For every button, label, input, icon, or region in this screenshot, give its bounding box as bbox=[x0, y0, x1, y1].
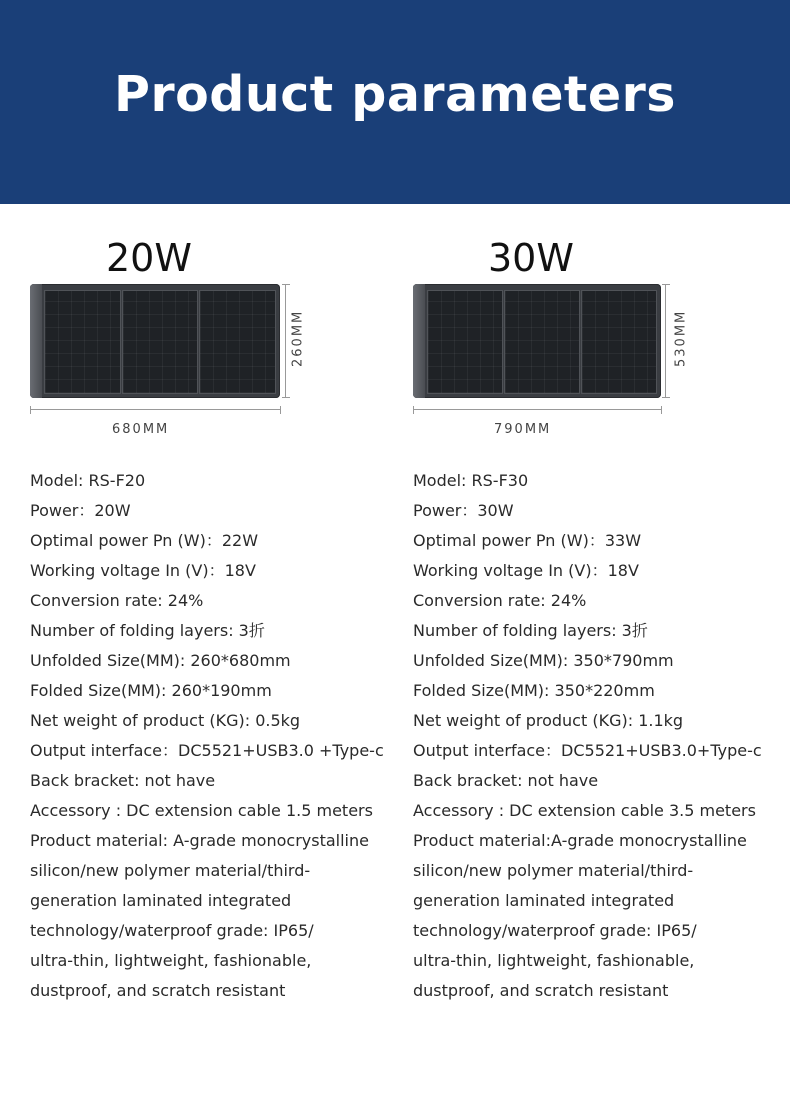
spec-line: technology/waterproof grade: IP65/ bbox=[30, 921, 314, 940]
width-dimension-line bbox=[413, 406, 662, 414]
width-dimension-label: 790MM bbox=[494, 422, 552, 437]
spec-line: Product material: A-grade monocrystalline bbox=[30, 831, 369, 850]
spec-line: silicon/new polymer material/third- bbox=[30, 861, 311, 880]
product-column-30w bbox=[384, 204, 764, 1094]
spec-line: Optimal power Pn (W)：33W bbox=[413, 531, 642, 550]
spec-line: Output interface：DC5521+USB3.0+Type-c bbox=[413, 741, 762, 760]
panel-flap bbox=[413, 284, 425, 398]
spec-line: Net weight of product (KG): 1.1kg bbox=[413, 711, 684, 730]
panel-cell bbox=[44, 290, 121, 394]
height-dimension-line bbox=[662, 284, 670, 398]
spec-line: Number of folding layers: 3折 bbox=[413, 621, 648, 640]
panel-cell bbox=[504, 290, 580, 394]
height-dimension-label: 530MM bbox=[673, 309, 689, 367]
width-dimension-line bbox=[30, 406, 281, 414]
page-title: Product parameters bbox=[114, 66, 676, 123]
spec-line: Accessory : DC extension cable 1.5 meters bbox=[30, 801, 373, 820]
spec-line: Output interface：DC5521+USB3.0 +Type-c bbox=[30, 741, 384, 760]
spec-line: Power：20W bbox=[30, 501, 131, 520]
height-dimension-label: 260MM bbox=[290, 309, 306, 367]
spec-line: Power：30W bbox=[413, 501, 514, 520]
product-column-20w bbox=[0, 204, 384, 1094]
panel-cell bbox=[199, 290, 276, 394]
spec-line: dustproof, and scratch resistant bbox=[413, 981, 669, 1000]
spec-line: generation laminated integrated bbox=[413, 891, 675, 910]
spec-line: silicon/new polymer material/third- bbox=[413, 861, 694, 880]
product-wattage: 20W bbox=[106, 236, 192, 280]
spec-line: Unfolded Size(MM): 350*790mm bbox=[413, 651, 674, 670]
spec-line: Model: RS-F30 bbox=[413, 471, 529, 490]
spec-line: ultra-thin, lightweight, fashionable, bbox=[30, 951, 312, 970]
panel-cell bbox=[581, 290, 657, 394]
spec-line: dustproof, and scratch resistant bbox=[30, 981, 286, 1000]
spec-line: Back bracket: not have bbox=[30, 771, 216, 790]
spec-line: Unfolded Size(MM): 260*680mm bbox=[30, 651, 291, 670]
solar-panel-image bbox=[30, 284, 280, 398]
spec-line: Working voltage In (V)：18V bbox=[413, 561, 639, 580]
spec-list bbox=[413, 466, 789, 1006]
product-wattage: 30W bbox=[488, 236, 574, 280]
spec-line: Model: RS-F20 bbox=[30, 471, 146, 490]
spec-line: Optimal power Pn (W)：22W bbox=[30, 531, 259, 550]
spec-line: Accessory : DC extension cable 3.5 meters bbox=[413, 801, 756, 820]
spec-line: Product material:A-grade monocrystalline bbox=[413, 831, 747, 850]
spec-line: ultra-thin, lightweight, fashionable, bbox=[413, 951, 695, 970]
width-dimension-label: 680MM bbox=[112, 422, 170, 437]
spec-line: Folded Size(MM): 350*220mm bbox=[413, 681, 655, 700]
spec-line: Conversion rate: 24% bbox=[413, 591, 587, 610]
spec-line: Conversion rate: 24% bbox=[30, 591, 204, 610]
solar-panel-image bbox=[413, 284, 661, 398]
spec-line: generation laminated integrated bbox=[30, 891, 292, 910]
panel-cell bbox=[122, 290, 198, 394]
spec-line: Net weight of product (KG): 0.5kg bbox=[30, 711, 301, 730]
panel-flap bbox=[30, 284, 42, 398]
spec-line: Working voltage In (V)：18V bbox=[30, 561, 256, 580]
spec-line: Number of folding layers: 3折 bbox=[30, 621, 265, 640]
spec-line: Back bracket: not have bbox=[413, 771, 599, 790]
panel-cell bbox=[427, 290, 503, 394]
spec-list bbox=[30, 466, 386, 1006]
spec-line: Folded Size(MM): 260*190mm bbox=[30, 681, 272, 700]
spec-line: technology/waterproof grade: IP65/ bbox=[413, 921, 697, 940]
header-banner bbox=[0, 0, 790, 204]
